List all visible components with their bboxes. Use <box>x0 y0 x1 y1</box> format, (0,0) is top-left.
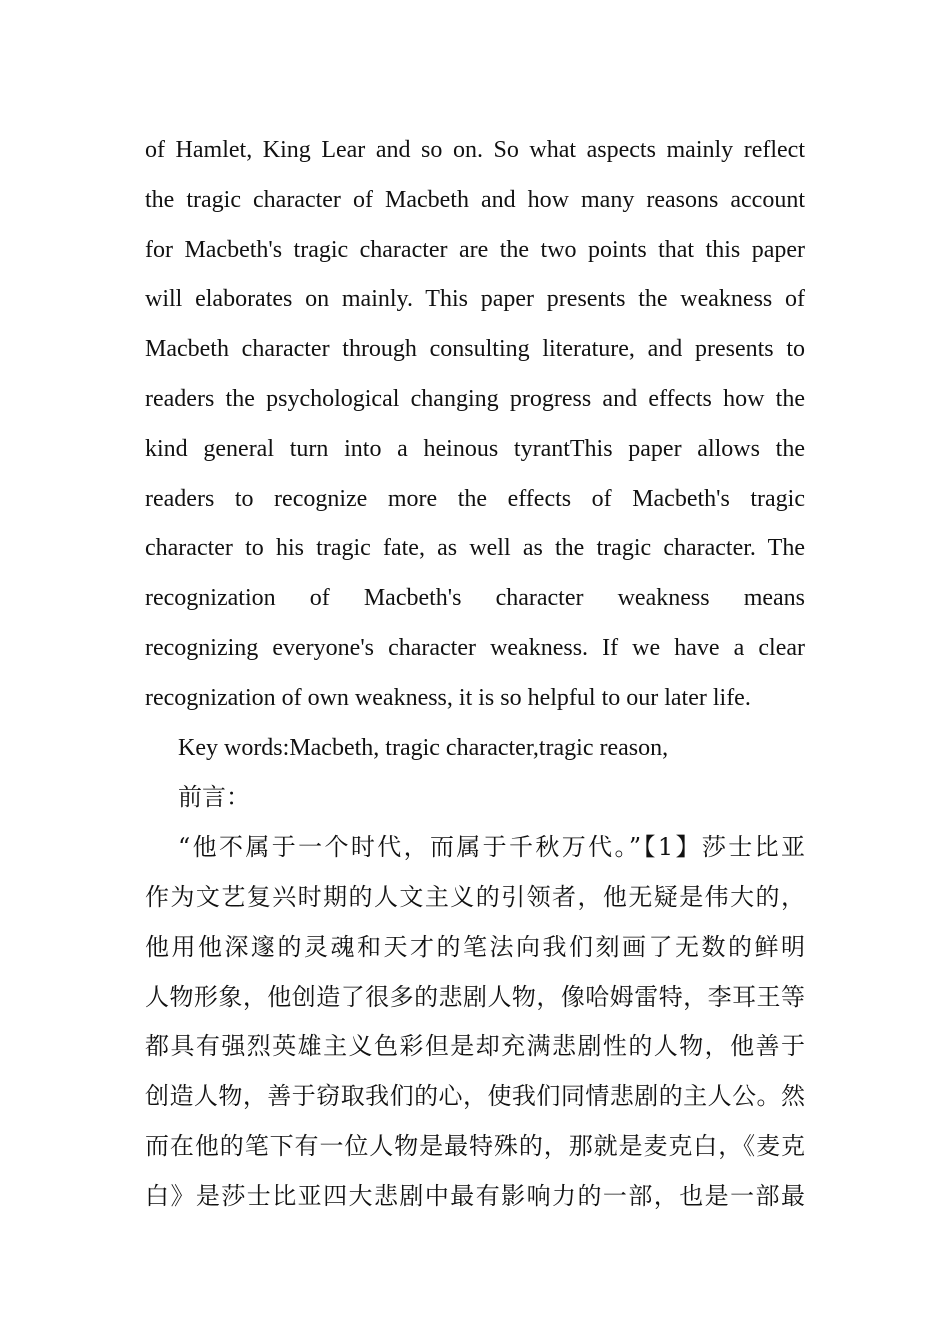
preface-line: “他不属于一个时代，而属于千秋万代。”【1】莎士比亚 <box>178 833 805 862</box>
preface-line: 白》是莎士比亚四大悲剧中最有影响力的一部，也是一部最 <box>145 1181 805 1210</box>
abstract-line: of Hamlet, King Lear and so on. So what aspects mainly reflect <box>145 137 805 163</box>
preface-line: 创造人物，善于窃取我们的心，使我们同情悲剧的主人公。然 <box>145 1082 805 1111</box>
abstract-paragraph <box>145 126 805 724</box>
page-body <box>145 126 805 1222</box>
preface-line: 作为文艺复兴时期的人文主义的引领者，他无疑是伟大的， <box>145 882 805 911</box>
abstract-line: character to his tragic fate, as well as the tragic character. The <box>145 535 805 562</box>
abstract-line: readers the psychological changing progress and effects how the <box>145 385 805 412</box>
preface-line: 而在他的笔下有一位人物是最特殊的，那就是麦克白，《麦克 <box>145 1131 805 1160</box>
preface-heading: 前言： <box>178 783 250 812</box>
preface-paragraph <box>145 823 805 1221</box>
abstract-line: readers to recognize more the effects of Macbeth's tragic <box>145 485 805 512</box>
abstract-line: kind general turn into a heinous tyrantThis paper allows the <box>145 435 805 462</box>
preface-line: 都具有强烈英雄主义色彩但是却充满悲剧性的人物，他善于 <box>145 1032 805 1061</box>
abstract-line: for Macbeth's tragic character are the two points that this paper <box>145 236 805 263</box>
abstract-line: recognization of own weakness, it is so helpful to our later life. <box>145 684 751 711</box>
abstract-line: will elaborates on mainly. This paper presents the weakness of <box>145 286 805 313</box>
preface-line: 他用他深邃的灵魂和天才的笔法向我们刻画了无数的鲜明 <box>145 932 805 961</box>
abstract-line: recognizing everyone's character weakness. If we have a clear <box>145 634 805 661</box>
abstract-line: the tragic character of Macbeth and how many reasons account <box>145 186 805 213</box>
preface-line: 人物形象，他创造了很多的悲剧人物，像哈姆雷特，李耳王等 <box>145 982 805 1011</box>
abstract-line: Macbeth character through consulting literature, and presents to <box>145 336 805 363</box>
abstract-line: recognization of Macbeth's character weakness means <box>145 585 805 612</box>
keywords-line: Key words:Macbeth, tragic character,tragic reason, <box>178 734 669 761</box>
